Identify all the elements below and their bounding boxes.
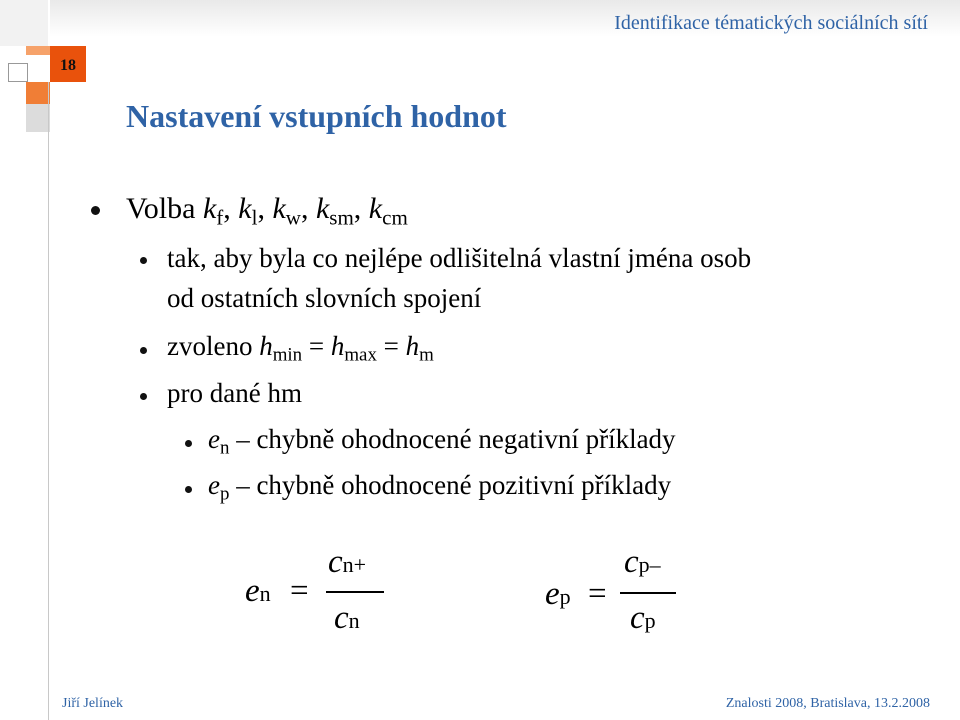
left-rule — [48, 82, 49, 720]
fraction-bar — [620, 592, 676, 594]
bullet-ep: $e_p$ – chybně ohodnocené pozitivní příklady — [208, 470, 672, 505]
formula-en-lhs: en — [245, 573, 271, 609]
footer-author: Jiří Jelínek — [62, 696, 124, 711]
bullet-en: $e_n$ – chybně ohodnocené negativní příklady — [208, 424, 676, 459]
bullet-text: od ostatních slovních spojení — [167, 283, 482, 313]
bullet-dot — [185, 440, 192, 447]
formula-ep-eq: = — [588, 576, 607, 612]
header-title: Identifikace tématických sociálních sítí — [614, 12, 928, 34]
footer-event: Znalosti 2008, Bratislava, 13.2.2008 — [725, 696, 930, 711]
bullet-dot — [140, 257, 147, 264]
formula-ep-denominator: cp — [630, 600, 656, 636]
bullet-text: pro dané hm — [167, 378, 302, 408]
decor-square — [8, 63, 28, 82]
bullet-volba: Volba $k_f$, $k_l$, $k_w$, $k_{sm}$, $k_{cm}$ — [126, 192, 408, 230]
corner-decoration — [0, 0, 48, 46]
formula-en-numerator: cn+ — [328, 544, 367, 580]
slide-title: Nastavení vstupních hodnot — [126, 98, 507, 134]
decor-square — [26, 82, 50, 104]
formula-ep-numerator: cp– — [624, 544, 661, 580]
bullet-zvoleno: zvoleno $h_{min} = h_{max} = h_m$ — [167, 331, 434, 366]
formula-en-denominator: cn — [334, 600, 360, 636]
bullet-text: tak, aby byla co nejlépe odlišitelná vlastní jména osob — [167, 243, 752, 273]
formula-en-eq: = — [290, 573, 309, 609]
decor-square — [26, 104, 50, 132]
formula-ep-lhs: ep — [545, 576, 571, 612]
decor-square — [26, 46, 50, 55]
slide-number: 18 — [60, 57, 76, 74]
bullet-dot — [91, 206, 100, 215]
fraction-bar — [326, 591, 384, 593]
bullet-dot — [140, 393, 147, 400]
bullet-dot — [185, 486, 192, 493]
bullet-dot — [140, 347, 147, 354]
